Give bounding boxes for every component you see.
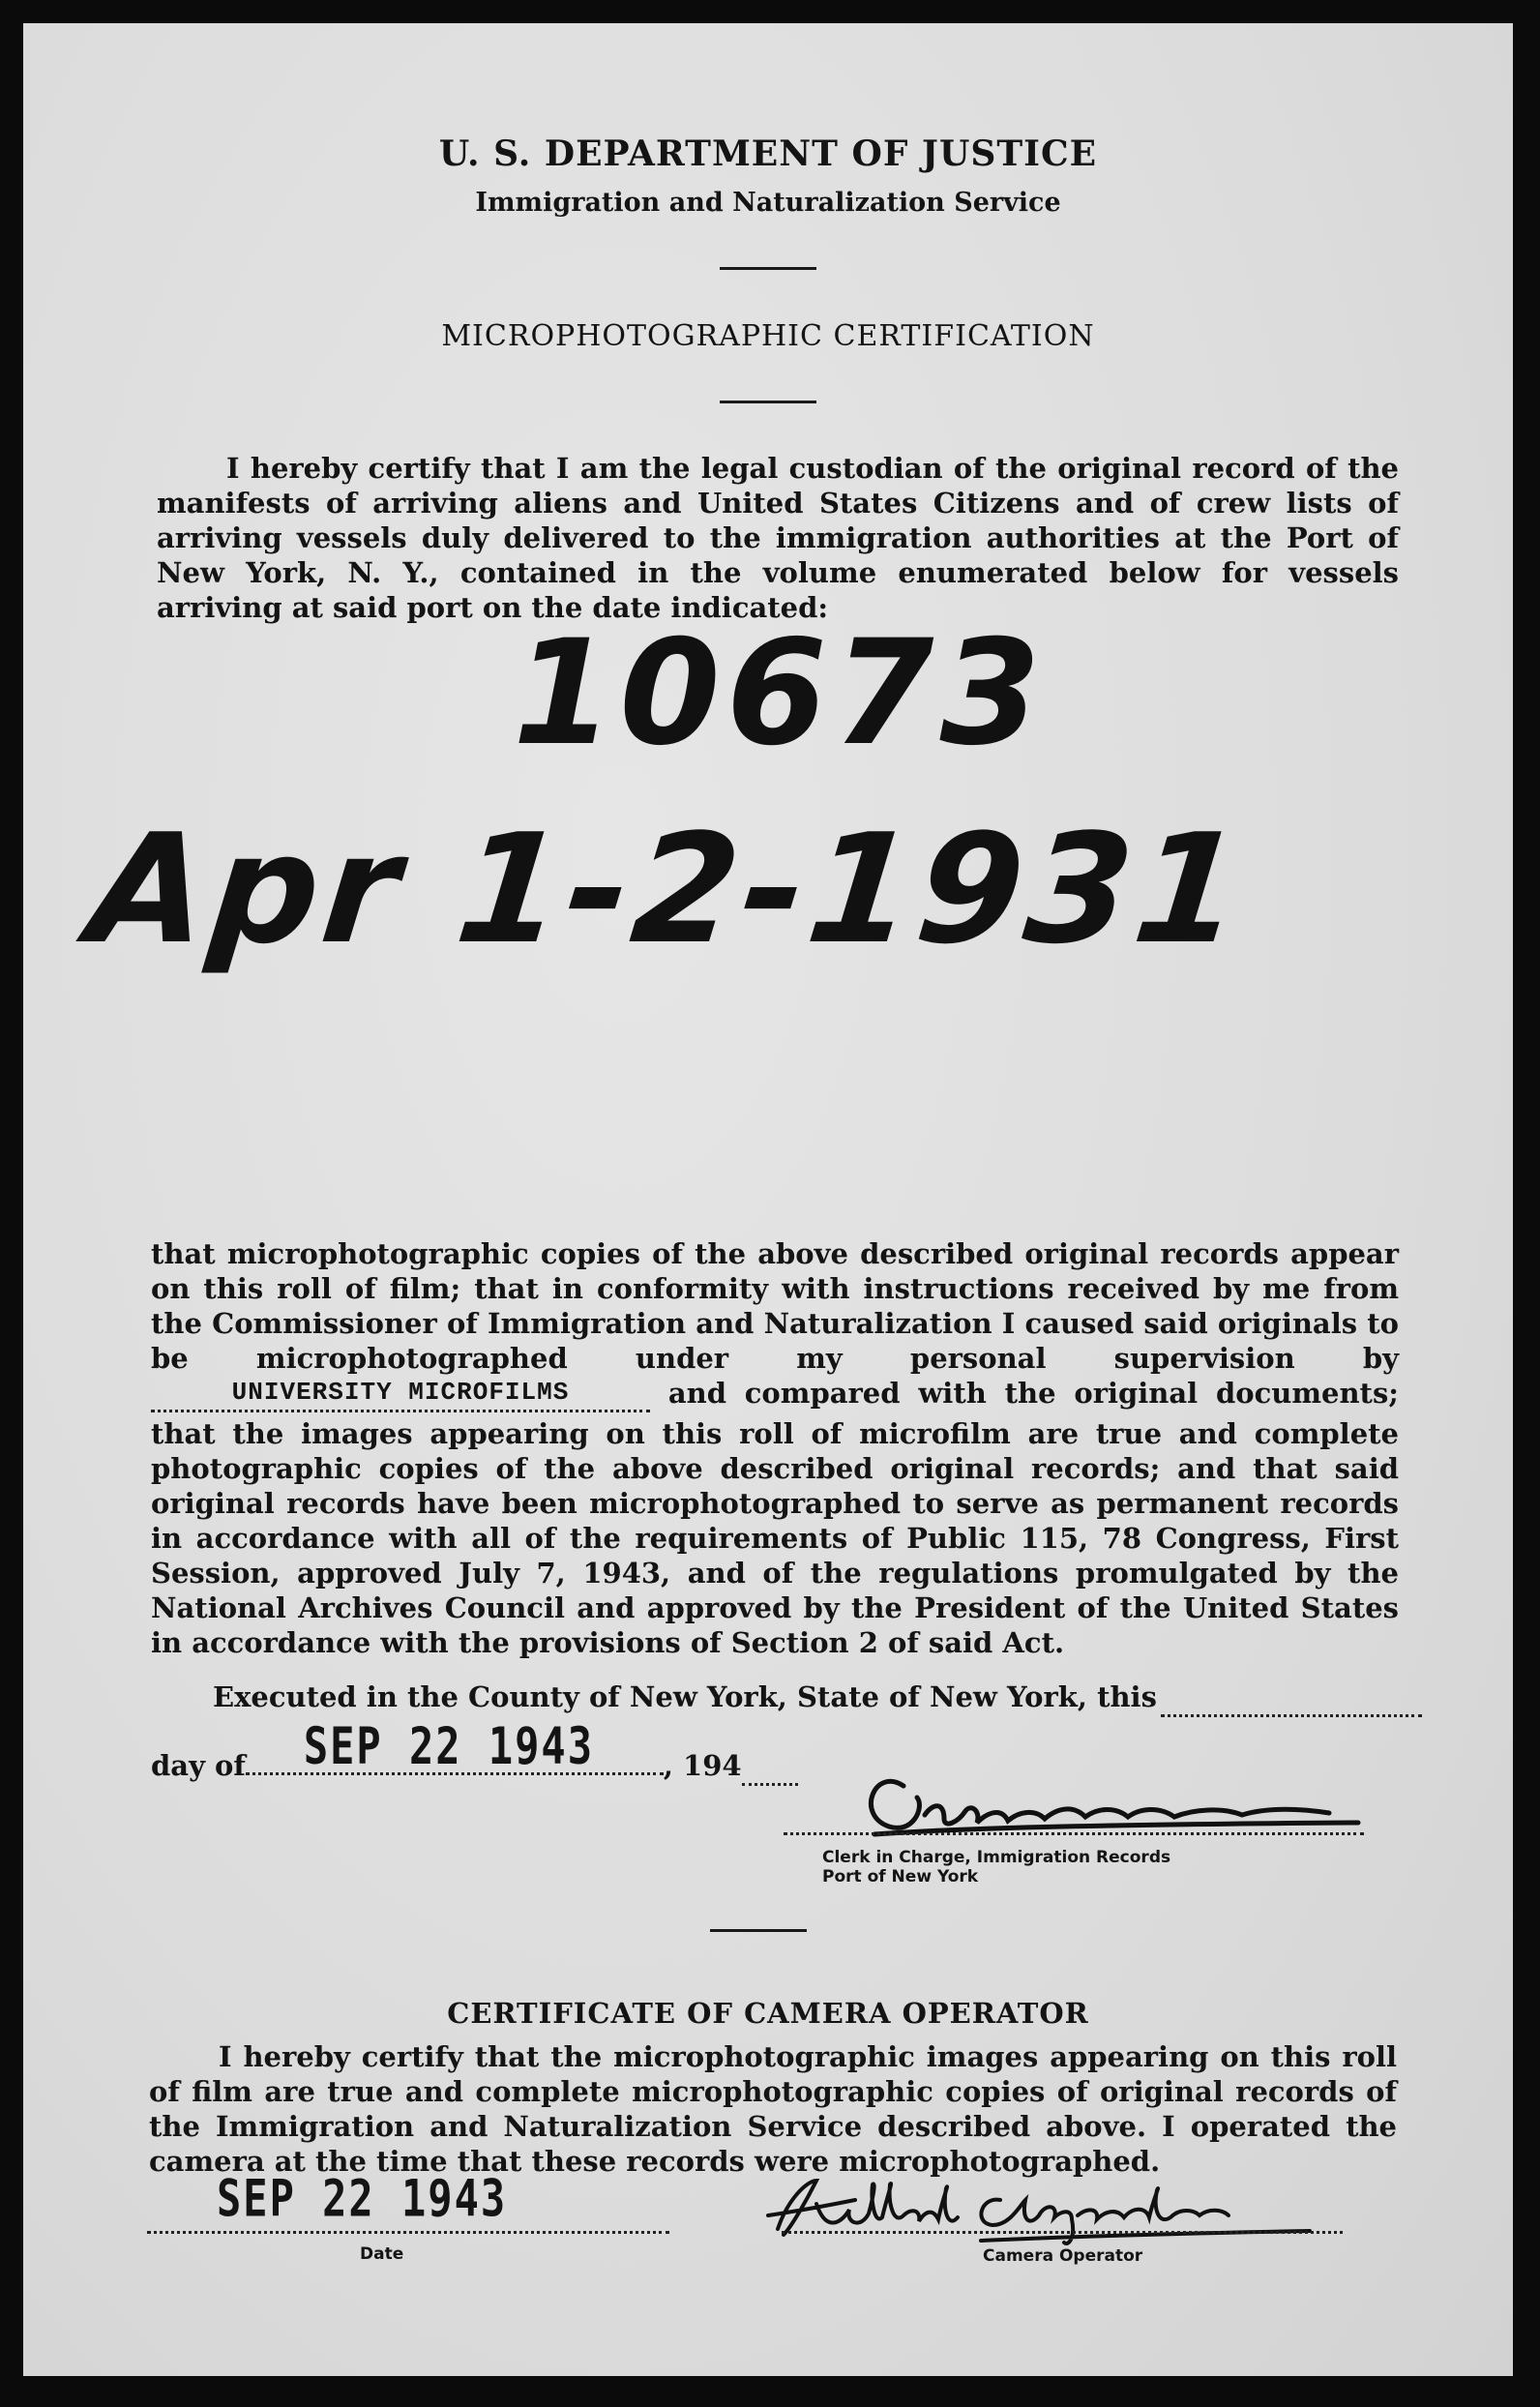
section-divider — [710, 1929, 807, 1932]
intro-paragraph: I hereby certify that I am the legal custodian of the original record of the manifests of arriving aliens and United States Citizens and of crew lists of arriving vessels duly delivered to the immigration authorities at the Port of New York, N. Y., contained in the volume enumerated below for vessels arriving at said port on the date indicated: — [157, 452, 1399, 624]
service-subtitle: Immigration and Naturalization Service — [475, 188, 1061, 218]
date-label: Date — [360, 2244, 404, 2264]
photographer-name: UNIVERSITY MICROFILMS — [151, 1375, 650, 1412]
certification-divider — [720, 401, 816, 403]
operator-stamp-date: SEP 22 1943 — [217, 2168, 508, 2228]
year-suffix-blank — [742, 1748, 798, 1786]
clerk-title: Clerk in Charge, Immigration Records — [822, 1848, 1171, 1867]
clerk-port: Port of New York — [822, 1867, 979, 1887]
execution-stamp-date: SEP 22 1943 — [303, 1716, 594, 1776]
camera-operator-signature — [749, 2161, 1329, 2248]
camera-operator-title: CERTIFICATE OF CAMERA OPERATOR — [447, 1997, 1089, 2030]
handwritten-volume-number: 10673 — [513, 609, 1047, 778]
body-paragraph — [151, 1236, 1399, 1660]
camera-operator-label: Camera Operator — [983, 2246, 1143, 2266]
date-line — [147, 2231, 669, 2234]
camera-operator-line — [782, 2231, 1343, 2234]
body-part-2: and compared with the original documents; that the images appearing on this roll of microfilm are true and complete photographic copies of the above described original records; and that said original records have been microphotographed to serve as permanent records in accordance with all of the requirements of Public 115, 78 Congress, First Session, approved July 7, 1943, and of the regulations promulgated by the National Archives Council and approved by the President of the United States in accordance with the provisions of Section 2 of said Act. — [151, 1377, 1399, 1659]
clerk-signature-line — [784, 1832, 1364, 1835]
camera-operator-statement: I hereby certify that the microphotographic images appearing on this roll of film are true and complete microphotographic copies of original records of the Immigration and Naturalization Service described above. I operated the camera at the time that these records were microphotographed. — [149, 2040, 1397, 2178]
handwritten-date-range: Apr 1-2-1931 — [81, 801, 1254, 977]
header-divider — [720, 267, 816, 270]
execution-line: Executed in the County of New York, State of New York, this — [213, 1679, 1422, 1717]
clerk-signature — [836, 1747, 1377, 1854]
certificate-sheet — [23, 23, 1513, 2376]
execution-day-blank — [1161, 1679, 1422, 1717]
body-part-1: that microphotographic copies of the above described original records appear on this roll of film; that in conformity with instructions received by me from the Commissioner of Immigration and Naturalization I caused said originals to be microphotographed under my personal supervision by — [151, 1237, 1399, 1375]
day-of-line: day of SEP 22 1943 , 194 — [151, 1745, 798, 1786]
certification-title: MICROPHOTOGRAPHIC CERTIFICATION — [441, 319, 1095, 353]
department-title: U. S. DEPARTMENT OF JUSTICE — [438, 134, 1098, 174]
